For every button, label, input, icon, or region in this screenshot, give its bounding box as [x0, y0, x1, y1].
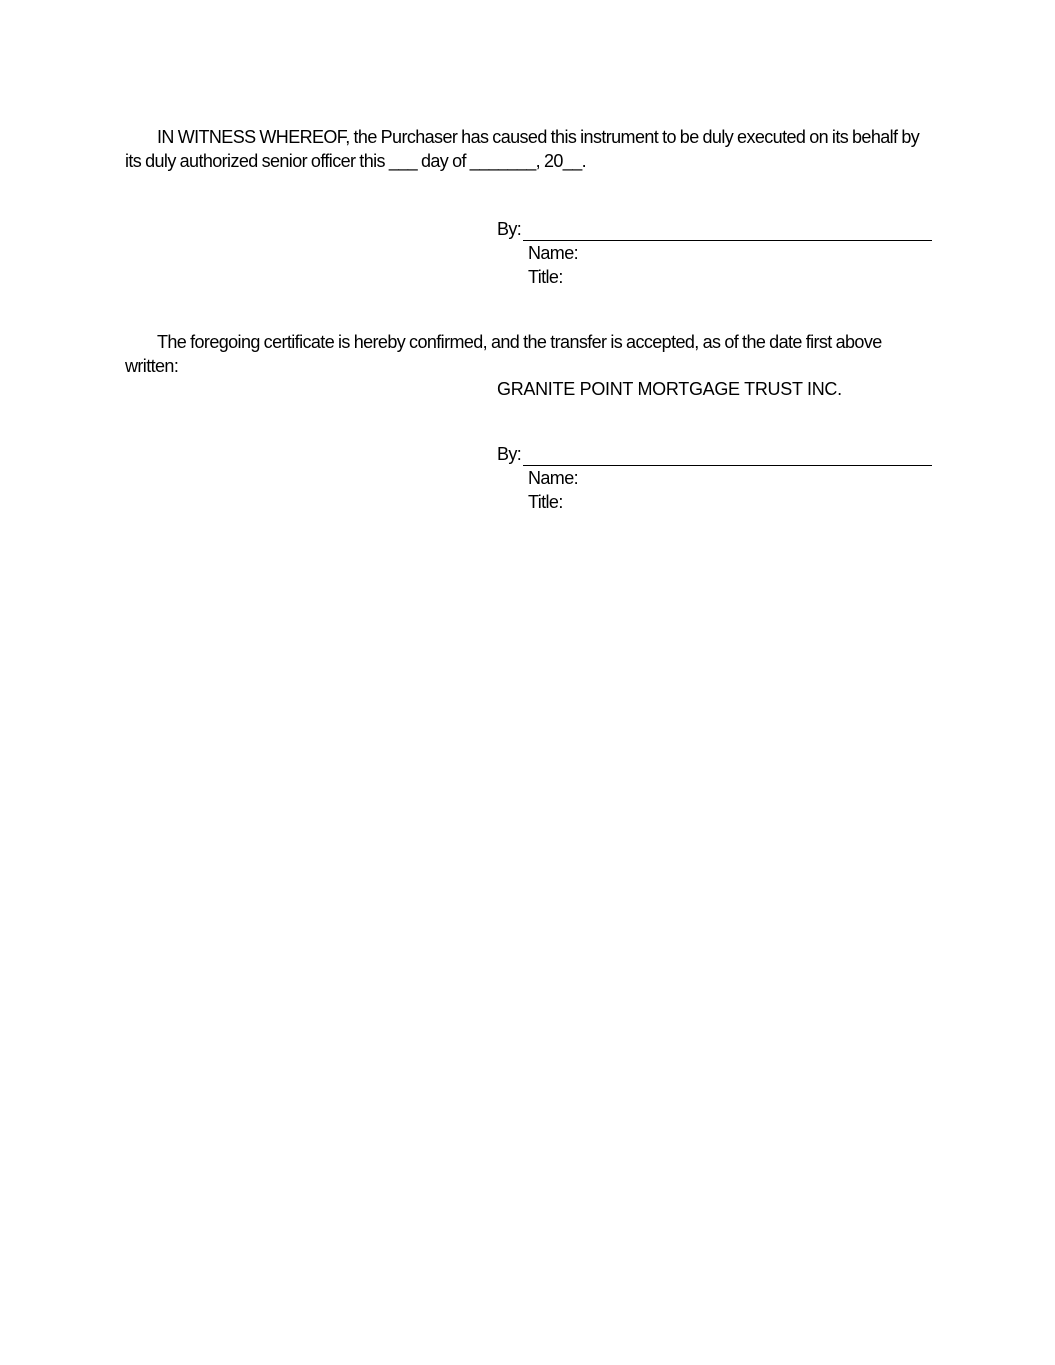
signature-line-row [497, 217, 937, 241]
purchaser-signature-block [497, 217, 937, 289]
witness-paragraph-text: IN WITNESS WHEREOF, the Purchaser has caused this instrument to be duly executed on its behalf by its duly authorized senior officer this ___ day of _______, 20__. [125, 127, 920, 171]
name-label: Name: [528, 243, 579, 263]
confirmation-paragraph [125, 330, 935, 378]
signature-line [523, 221, 932, 241]
title-label: Title: [528, 492, 563, 512]
witness-paragraph [125, 125, 935, 173]
confirmation-paragraph-text: The foregoing certificate is hereby confirmed, and the transfer is accepted, as of the date first above written: [125, 332, 882, 376]
name-label: Name: [528, 468, 579, 488]
by-label: By: [497, 219, 522, 239]
title-label: Title: [528, 267, 563, 287]
signature-line [523, 446, 932, 466]
by-label: By: [497, 444, 522, 464]
signature-line-row [497, 442, 937, 466]
company-name: GRANITE POINT MORTGAGE TRUST INC. [497, 379, 842, 399]
company-signature-block [497, 442, 937, 514]
